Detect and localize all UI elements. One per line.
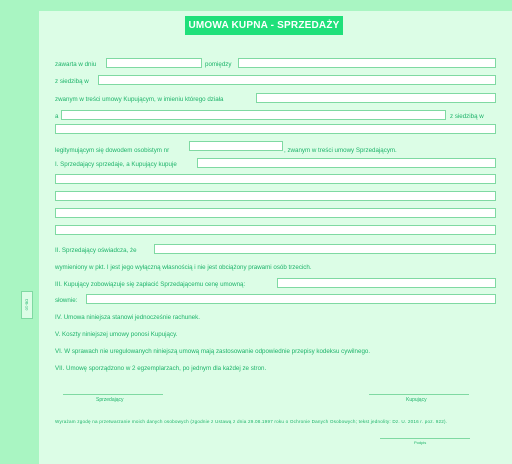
- item-field-3[interactable]: [55, 191, 496, 201]
- between-field[interactable]: [238, 58, 496, 68]
- seller-label: Sprzedający: [96, 397, 124, 403]
- item-field-5[interactable]: [55, 225, 496, 235]
- seller-signature-line: [63, 394, 163, 395]
- clause-1: I. Sprzedający sprzedaje, a Kupujący kupuje: [55, 161, 177, 168]
- item-field[interactable]: [197, 158, 496, 168]
- clause-5: V. Koszty niniejszej umowy ponosi Kupujący.: [55, 331, 178, 338]
- item-field-4[interactable]: [55, 208, 496, 218]
- price-words-field[interactable]: [86, 294, 496, 304]
- buyer-label: Kupujący: [406, 397, 427, 403]
- label-seller: , zwanym w treści umowy Sprzedającym.: [284, 147, 397, 154]
- clause-4: IV. Umowa niniejsza stanowi jednocześnie rachunek.: [55, 314, 200, 321]
- clause-7: VII. Umowę sporządzono w 2 egzemplarzach, po jednym dla każdej ze stron.: [55, 365, 267, 372]
- label-seat: z siedzibą w: [55, 78, 89, 85]
- item-field-2[interactable]: [55, 174, 496, 184]
- clause-2-cont: wymieniony w pkt. I jest jego wyłączną własnością i nie jest obciążony prawami osób trzecich.: [55, 264, 312, 271]
- date-field[interactable]: [106, 58, 202, 68]
- label-id: legitymującym się dowodem osobistym nr: [55, 147, 170, 154]
- seat2-field[interactable]: [55, 124, 496, 134]
- side-stub: DB-10: [21, 291, 33, 319]
- consent-signature-line: [380, 438, 470, 439]
- price-field[interactable]: [277, 278, 496, 288]
- clause-2: II. Sprzedający oświadcza, że: [55, 247, 137, 254]
- id-field[interactable]: [189, 141, 283, 151]
- clause-6: VI. W sprawach nie uregulowanych niniejszą umową mają zastosowanie odpowiednie przepisy kodeksu cywilnego.: [55, 348, 371, 355]
- consent-text: Wyrażam zgodę na przetwarzanie moich danych osobowych (zgodnie z Ustawą z dnia 29.08.1997 roku o Ochronie Danych Osobowych; tekst jednolity: Dz. U. 2016 r. poz. 922).: [55, 419, 448, 424]
- label-between: pomiędzy: [205, 61, 232, 68]
- declares-field[interactable]: [154, 244, 496, 254]
- label-seat2: z siedzibą w: [450, 113, 484, 120]
- label-date: zawarta w dniu: [55, 61, 97, 68]
- buyer-signature-line: [369, 394, 469, 395]
- seat-field[interactable]: [98, 75, 496, 85]
- page-title: UMOWA KUPNA - SPRZEDAŻY: [185, 16, 343, 35]
- label-words: słownie:: [55, 297, 78, 304]
- label-a: a: [55, 113, 59, 120]
- acting-field[interactable]: [256, 93, 496, 103]
- party2-field[interactable]: [61, 110, 446, 120]
- label-buyer: zwanym w treści umowy Kupującym, w imieniu którego działa: [55, 96, 224, 103]
- sign-label: Podpis: [414, 440, 427, 445]
- clause-3: III. Kupujący zobowiązuje się zapłacić Sprzedającemu cenę umowną:: [55, 281, 246, 288]
